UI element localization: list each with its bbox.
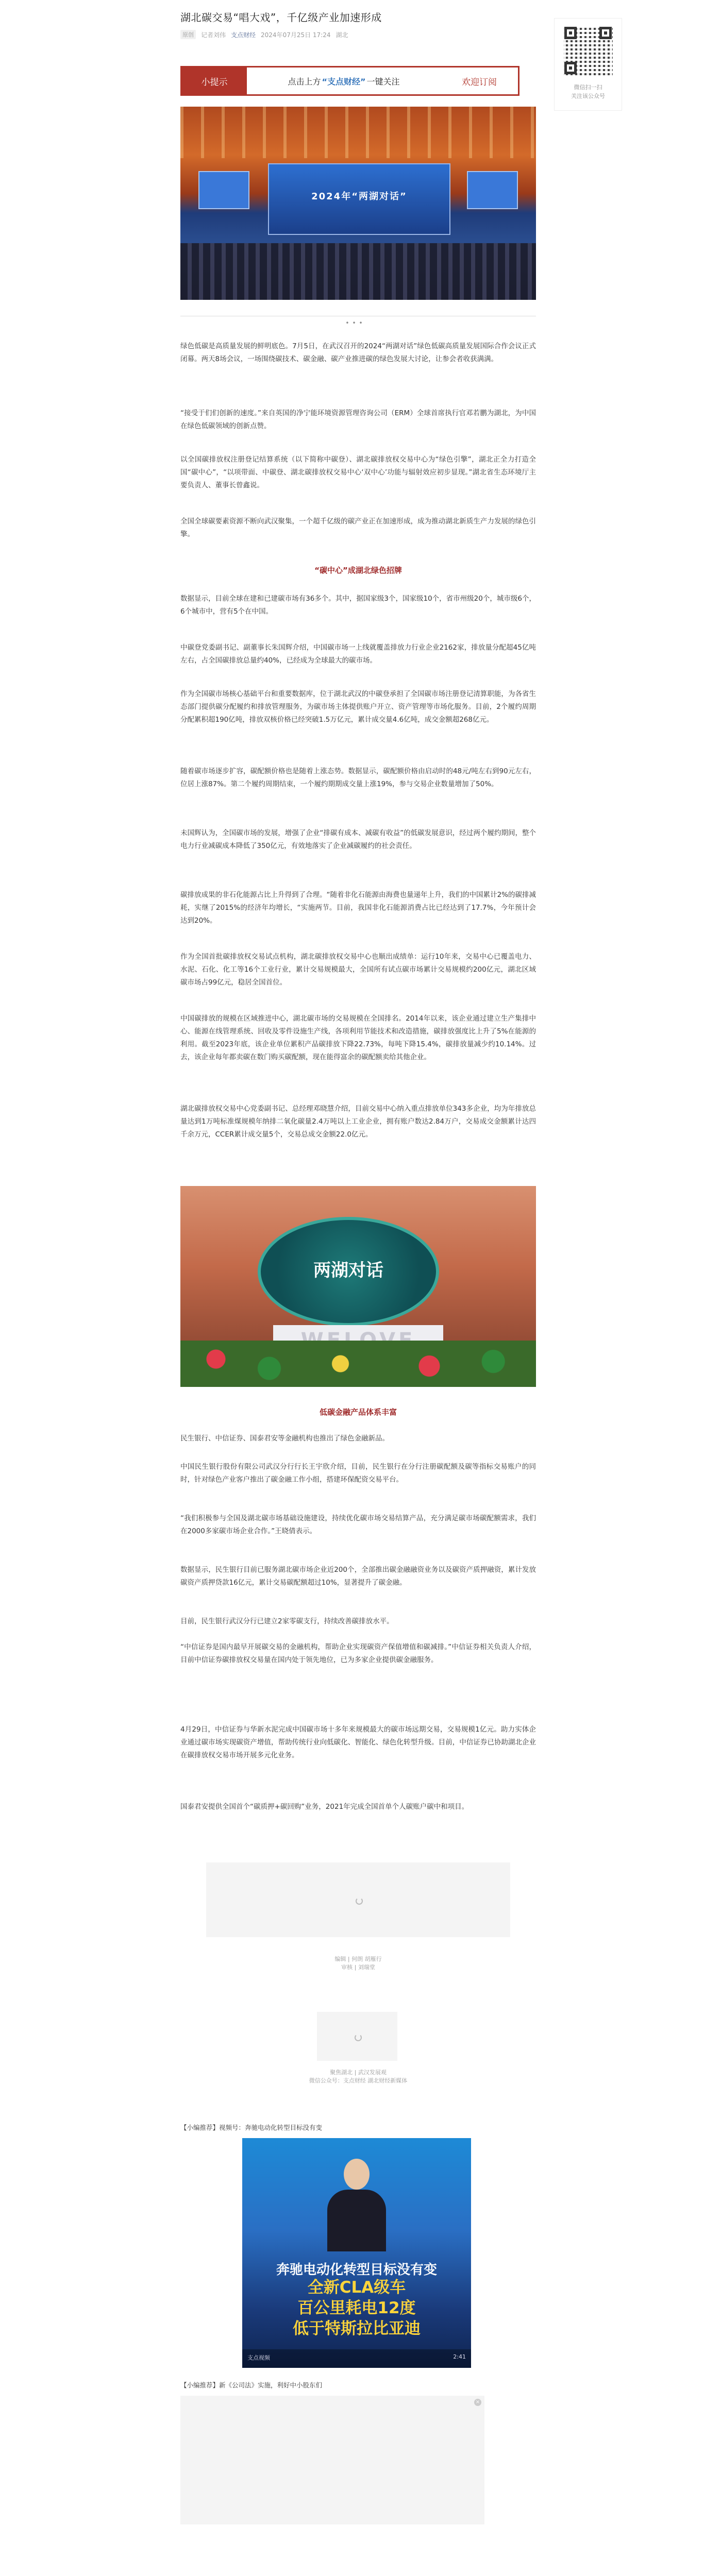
- video-card[interactable]: [242, 2138, 471, 2368]
- qr-caption-line2: 关注该公众号: [571, 93, 605, 99]
- loading-placeholder: [317, 2012, 397, 2061]
- loading-placeholder: [206, 1862, 510, 1937]
- editor-caption: 编辑 | 何朗 胡雁行 审核 | 刘瑞堂: [334, 1956, 382, 1971]
- ad-placeholder: [180, 2396, 484, 2524]
- paragraph: 以全国碳排放权注册登记结算系统（以下简称中碳登）、湖北碳排放权交易中心为“绿色引擎”，湖北正全力打造全国“碳中心”，“以项带面、中碳登、湖北碳排放权交易中心‘双中心’功能与辐射效应初步显现。”湖北省生态环境厅主要负责人、董事长曾鑫说。: [180, 455, 536, 489]
- loading-spinner-icon: [355, 2034, 362, 2041]
- divider-dots: •••: [345, 319, 366, 327]
- speaker-figure: [327, 2159, 386, 2251]
- paragraph: 数据显示，民生银行目前已服务湖北碳市场企业近200个，全部推出碳金融融资业务以及碳资产质押融资，累计发放碳资产质押贷款16亿元，累计交易碳配额超过10%，显著提升了碳金融。: [180, 1566, 536, 1587]
- section-heading: 低碳金融产品体系丰富: [319, 1408, 397, 1417]
- paragraph: 全国全球碳要素资源不断向武汉聚集，一个超千亿级的碳产业正在加速形成，成为推动湖北新质生产力发展的绿色引擎。: [180, 517, 536, 538]
- article-title: 湖北碳交易“唱大戏”，千亿级产业加速形成: [180, 11, 382, 24]
- author: 记者刘伟: [201, 31, 226, 39]
- original-tag: 原创: [180, 30, 196, 39]
- paragraph: 作为全国首批碳排放权交易试点机构，湖北碳排放权交易中心也顺出成绩单：运行10年来，交易中心已覆盖电力、水泥、石化、化工等16个工业行业，累计交易规模最大，全国所有试点碳市场累计交易规模约200亿元，湖北区域碳市场占99亿元，稳居全国首位。: [180, 953, 536, 987]
- recommend-link[interactable]: 【小编推荐】新《公司法》实施，利好中小股东们: [180, 2381, 323, 2389]
- account-name-link[interactable]: 支点财经: [231, 31, 256, 39]
- paragraph: “我们积极参与全国及湖北碳市场基础设施建设，持续优化碳市场交易结算产品，充分满足碳市场碳配额需求，我们在2000多家碳市场企业合作。”王晓倩表示。: [180, 1514, 536, 1535]
- paragraph: “中信证券是国内最早开展碳交易的金融机构，帮助企业实现碳资产保值增值和碳减排。”中信证券相关负责人介绍，目前中信证券碳排放权交易量在国内处于领先地位，已为多家企业提供碳金融服务。: [180, 1643, 536, 1664]
- publish-datetime: 2024年07月25日 17:24: [261, 31, 331, 39]
- paragraph: 未国辉认为，全国碳市场的发展，增强了企业“排碳有成本、减碳有收益”的低碳发展意识，经过两个履约期间，整个电力行业减碳成本降低了350亿元，有效地落实了企业减碳履约的社会责任。: [180, 829, 536, 850]
- event-photo: [180, 1186, 536, 1387]
- paragraph: 数据显示，目前全球在建和已建碳市场有36多个。其中，据国家级3个，国家级10个，省市州级20个，城市级6个，6个城市中，营有5个在中国。: [180, 595, 536, 616]
- paragraph: 中国碳排放的规模在区域推进中心，湖北碳市场的交易规模在全国排名。2014年以来，该企业通过建立生产集排中心、能源在线管理系统、回收及零件设施生产线，各项利用节能技术和改造措施，碳排放强度比上升了5%在能源的利用。截至2023年底，该企业单位累积产品碳排放下降22.73%，每吨下降15.4%，碳排放量减少约10.14%。过去，该企业每年都卖碳在数门购买碳配额，现在能得富余的碳配额卖给其他企业。: [180, 1014, 536, 1061]
- paragraph: “接受于们们创新的速度。”来自英国的净宁能环境资源管理咨询公司（ERM）全球首席执行官邓若鹏为湖北，为中国在绿色低碳领域的创新点赞。: [180, 409, 536, 430]
- video-source-label: 支点视频: [247, 2354, 270, 2361]
- paragraph: 绿色低碳是高质量发展的鲜明底色。7月5日，在武汉召开的2024“两湖对话”绿色低碳高质量发展国际合作会议正式闭幕。两天8场会议，一场围绕碳技术、碳金融、碳产业推进碳的绿色发展大讨论，让参会者收获满满。: [180, 342, 536, 363]
- paragraph: 目前，民生银行武汉分行已建立2家零碳支行，持续改善碳排放水平。: [180, 1617, 394, 1625]
- qr-caption-line1: 微信扫一扫: [574, 84, 602, 91]
- qr-code-image: [563, 26, 613, 75]
- paragraph: 中碳登党委副书记、副董事长朱国辉介绍，中国碳市场一上线就覆盖排放力行业企业2162家，排放量分配超45亿吨左右，占全国碳排放总量约40%，已经成为全球最大的碳市场。: [180, 643, 536, 665]
- stage-screen: 2024年“两湖对话”: [268, 163, 450, 235]
- paragraph: 碳排放成果的非石化能源占比上升得到了合理。“随着非化石能源由海费也量递年上升，我们的中国累计2%的碳排减耗，实继了2015%的经济年均增长，“实施两节。目前，我国非化石能源消费占比已经达到了17.7%，今年预计会达到20%。: [180, 891, 536, 925]
- paragraph: 随着碳市场逐步扩容，碳配额价格也是随着上涨态势。数据显示，碳配额价格由启动时的48元/吨左右到90元左右，位居上涨87%。第二个履约周期结束，一个履约期期成交量上涨19%，参与交易企业数量增加了50%。: [180, 767, 536, 788]
- paragraph: 湖北碳排放权交易中心党委副书记、总经理邓晓慧介绍，目前交易中心纳入重点排放单位343多企业，均为年排放总量达到1万吨标准煤规模年纳排二氧化碳量2.4万吨以上工业企业，拥有账户数达2.84万户，交易成交金额累计达四千余万元，CCER累计成交量5个，交易总成交金额22.0亿元。: [180, 1105, 536, 1139]
- subscribe-label[interactable]: 欢迎订阅: [462, 77, 497, 88]
- follow-banner[interactable]: [180, 66, 519, 96]
- video-headline: 奔驰电动化转型目标没有变: [276, 2262, 437, 2278]
- video-line1: 全新CLA级车: [307, 2278, 406, 2297]
- recommend-link[interactable]: 【小编推荐】视频号：奔驰电动化转型目标没有变: [180, 2124, 323, 2131]
- article-meta: [180, 30, 348, 39]
- account-caption: 聚焦湖北 | 武汉发展观 微信公众号：支点财经 湖北财经新媒体: [309, 2069, 408, 2084]
- banner-text: 点击上方 “支点财经” 一键关注: [288, 76, 400, 87]
- video-duration: 2:41: [453, 2353, 466, 2360]
- qr-code-panel: [554, 18, 622, 111]
- loading-spinner-icon: [356, 1897, 363, 1905]
- publish-location: 湖北: [336, 31, 348, 39]
- paragraph: 作为全国碳市场核心基础平台和重要数据库，位于湖北武汉的中碳登承担了全国碳市场注册登记清算职能，为各省生态部门提供碳分配履约和排放管理服务，为碳市场主体提供账户开立、资产管理等市场化服务。目前，2个履约周期分配累积超190亿吨，排放双核价格已经突破1.5万亿元，累计成交量4.6亿吨，成交金额超268亿元。: [180, 690, 536, 724]
- video-line3: 低于特斯拉比亚迪: [293, 2319, 421, 2338]
- conference-photo: [180, 107, 536, 300]
- close-icon[interactable]: ×: [474, 2399, 481, 2406]
- paragraph: 国泰君安提供全国首个“碳质押+碳回购”业务，2021年完成全国首单个人碳账户碳中和项目。: [180, 1803, 469, 1811]
- ring-sculpture: 两湖对话: [258, 1217, 439, 1326]
- banner-tag: 小提示: [182, 67, 247, 94]
- paragraph: 4月29日，中信证券与华新水泥完成中国碳市场十多年来规模最大的碳市场远期交易，交易规模1亿元。助力实体企业通过碳市场实现碳资产增值，帮助传统行业向低碳化、智能化、绿色化转型升级。目前，中信证券已协助湖北企业在碳排放权交易市场开展多元化业务。: [180, 1725, 536, 1759]
- paragraph: 中国民生银行股份有限公司武汉分行行长王宇欣介绍，目前，民生银行在分行注册碳配额及碳等指标交易账户的同时，针对绿色产业客户推出了碳金融工作小组，搭建环保配资交易平台。: [180, 1463, 536, 1484]
- paragraph: 民生银行、中信证券、国泰君安等金融机构也推出了绿色金融新品。: [180, 1434, 389, 1443]
- video-line2: 百公里耗电12度: [297, 2299, 416, 2317]
- section-heading: “碳中心”成湖北绿色招牌: [314, 566, 402, 575]
